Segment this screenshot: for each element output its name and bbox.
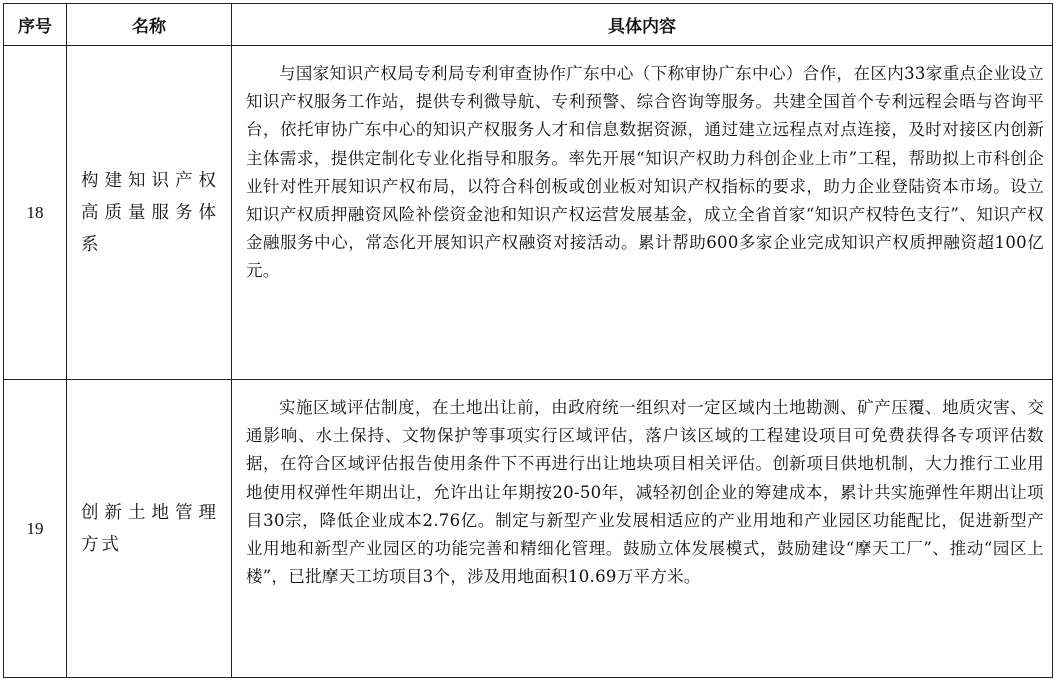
row-content-cell — [232, 380, 1053, 678]
measures-table — [3, 3, 1053, 678]
header-name: 名称 — [67, 4, 232, 46]
row-name-cell — [67, 380, 232, 678]
row-content: 与国家知识产权局专利局专利审查协作广东中心（下称审协广东中心）合作，在区内33家重点企业设立知识产权服务工作站，提供专利微导航、专利预警、综合咨询等服务。共建全国首个专利远程会晤与咨询平台，依托审协广东中心的知识产权服务人才和信息数据资源，通过建立远程点对点连接，及时对接区内创新主体需求，提供定制化专业化指导和服务。率先开展“知识产权助力科创企业上市”工程，帮助拟上市科创企业针对性开展知识产权布局，以符合科创板或创业板对知识产权指标的要求，助力企业登陆资本市场。设立知识产权质押融资风险补偿资金池和知识产权运营发展基金，成立全省首家“知识产权特色支行”、知识产权金融服务中心，常态化开展知识产权融资对接活动。累计帮助600多家企业完成知识产权质押融资超100亿元。 — [246, 64, 1044, 281]
header-content: 具体内容 — [232, 4, 1053, 46]
row-number: 18 — [4, 46, 67, 380]
row-content: 实施区域评估制度，在土地出让前，由政府统一组织对一定区域内土地勘测、矿产压覆、地质灾害、交通影响、水土保持、文物保护等事项实行区域评估，落户该区域的工程建设项目可免费获得各专项评估数据，在符合区域评估报告使用条件下不再进行出让地块项目相关评估。创新项目供地机制，大力推行工业用地使用权弹性年期出让，允许出让年期按20-50年，减轻初创企业的筹建成本，累计共实施弹性年期出让项目30宗，降低企业成本2.76亿。制定与新型产业发展相适应的产业用地和产业园区功能配比，促进新型产业用地和新型产业园区的功能完善和精细化管理。鼓励立体发展模式，鼓励建设“摩天工厂”、推动“园区上楼”，已批摩天工坊项目3个，涉及用地面积10.69万平方米。 — [246, 398, 1044, 587]
row-name: 创新土地管理方式 — [81, 502, 219, 555]
table-header-row — [4, 4, 1053, 46]
table-row — [4, 380, 1053, 678]
row-name-cell — [67, 46, 232, 380]
row-number: 19 — [4, 380, 67, 678]
header-number: 序号 — [4, 4, 67, 46]
row-name: 构建知识产权高质量服务体系 — [81, 170, 219, 255]
table-row — [4, 46, 1053, 380]
row-content-cell — [232, 46, 1053, 380]
